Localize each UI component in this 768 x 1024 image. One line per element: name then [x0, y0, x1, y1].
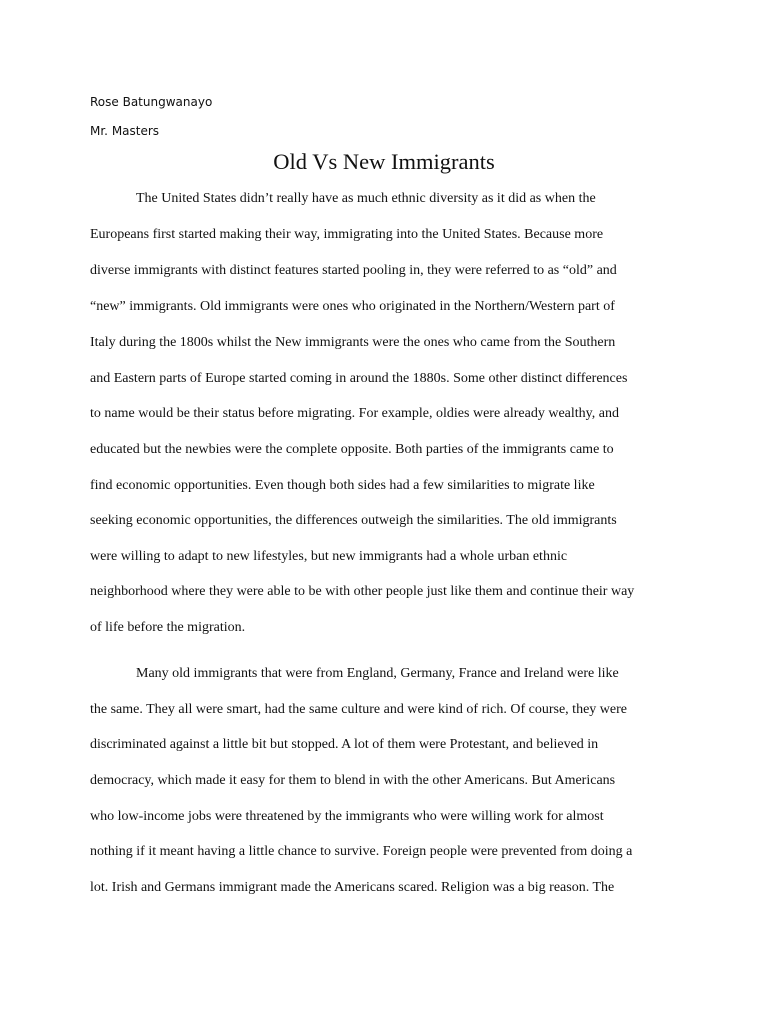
paragraph-line: Italy during the 1800s whilst the New immigrants were the ones who came from the Southern: [90, 335, 616, 350]
author-name: Rose Batungwanayo: [90, 95, 213, 109]
paragraph-line: educated but the newbies were the complete opposite. Both parties of the immigrants came to: [90, 442, 614, 457]
paragraph-line: who low-income jobs were threatened by the immigrants who were willing work for almost: [90, 809, 604, 824]
teacher-name: Mr. Masters: [90, 124, 160, 138]
paragraph-line: The United States didn’t really have as much ethnic diversity as it did as when the: [136, 191, 596, 206]
paragraph-line: the same. They all were smart, had the same culture and were kind of rich. Of course, they were: [90, 702, 627, 717]
paragraph-line: of life before the migration.: [90, 620, 246, 635]
paragraph-line: democracy, which made it easy for them to blend in with the other Americans. But Americans: [90, 773, 616, 788]
paragraph-line: seeking economic opportunities, the differences outweigh the similarities. The old immigrants: [90, 513, 617, 528]
paragraph-line: find economic opportunities. Even though both sides had a few similarities to migrate like: [90, 478, 595, 493]
paragraph-line: “new” immigrants. Old immigrants were ones who originated in the Northern/Western part of: [90, 299, 615, 314]
paragraph-line: diverse immigrants with distinct features started pooling in, they were referred to as “old” and: [90, 263, 617, 278]
paragraph-line: to name would be their status before migrating. For example, oldies were already wealthy, and: [90, 406, 619, 421]
paragraph-line: neighborhood where they were able to be with other people just like them and continue their way: [90, 584, 635, 599]
paragraph-line: Europeans first started making their way, immigrating into the United States. Because more: [90, 227, 604, 242]
paragraph-line: Many old immigrants that were from England, Germany, France and Ireland were like: [136, 666, 619, 681]
paragraph-line: nothing if it meant having a little chance to survive. Foreign people were prevented from doing a: [90, 844, 633, 859]
paragraph-line: and Eastern parts of Europe started coming in around the 1880s. Some other distinct differences: [90, 371, 628, 386]
paragraph-line: lot. Irish and Germans immigrant made the Americans scared. Religion was a big reason. The: [90, 880, 615, 895]
document-title: Old Vs New Immigrants: [273, 149, 495, 174]
paragraph-line: discriminated against a little bit but stopped. A lot of them were Protestant, and believed in: [90, 737, 599, 752]
paragraph-line: were willing to adapt to new lifestyles, but new immigrants had a whole urban ethnic: [90, 549, 568, 564]
